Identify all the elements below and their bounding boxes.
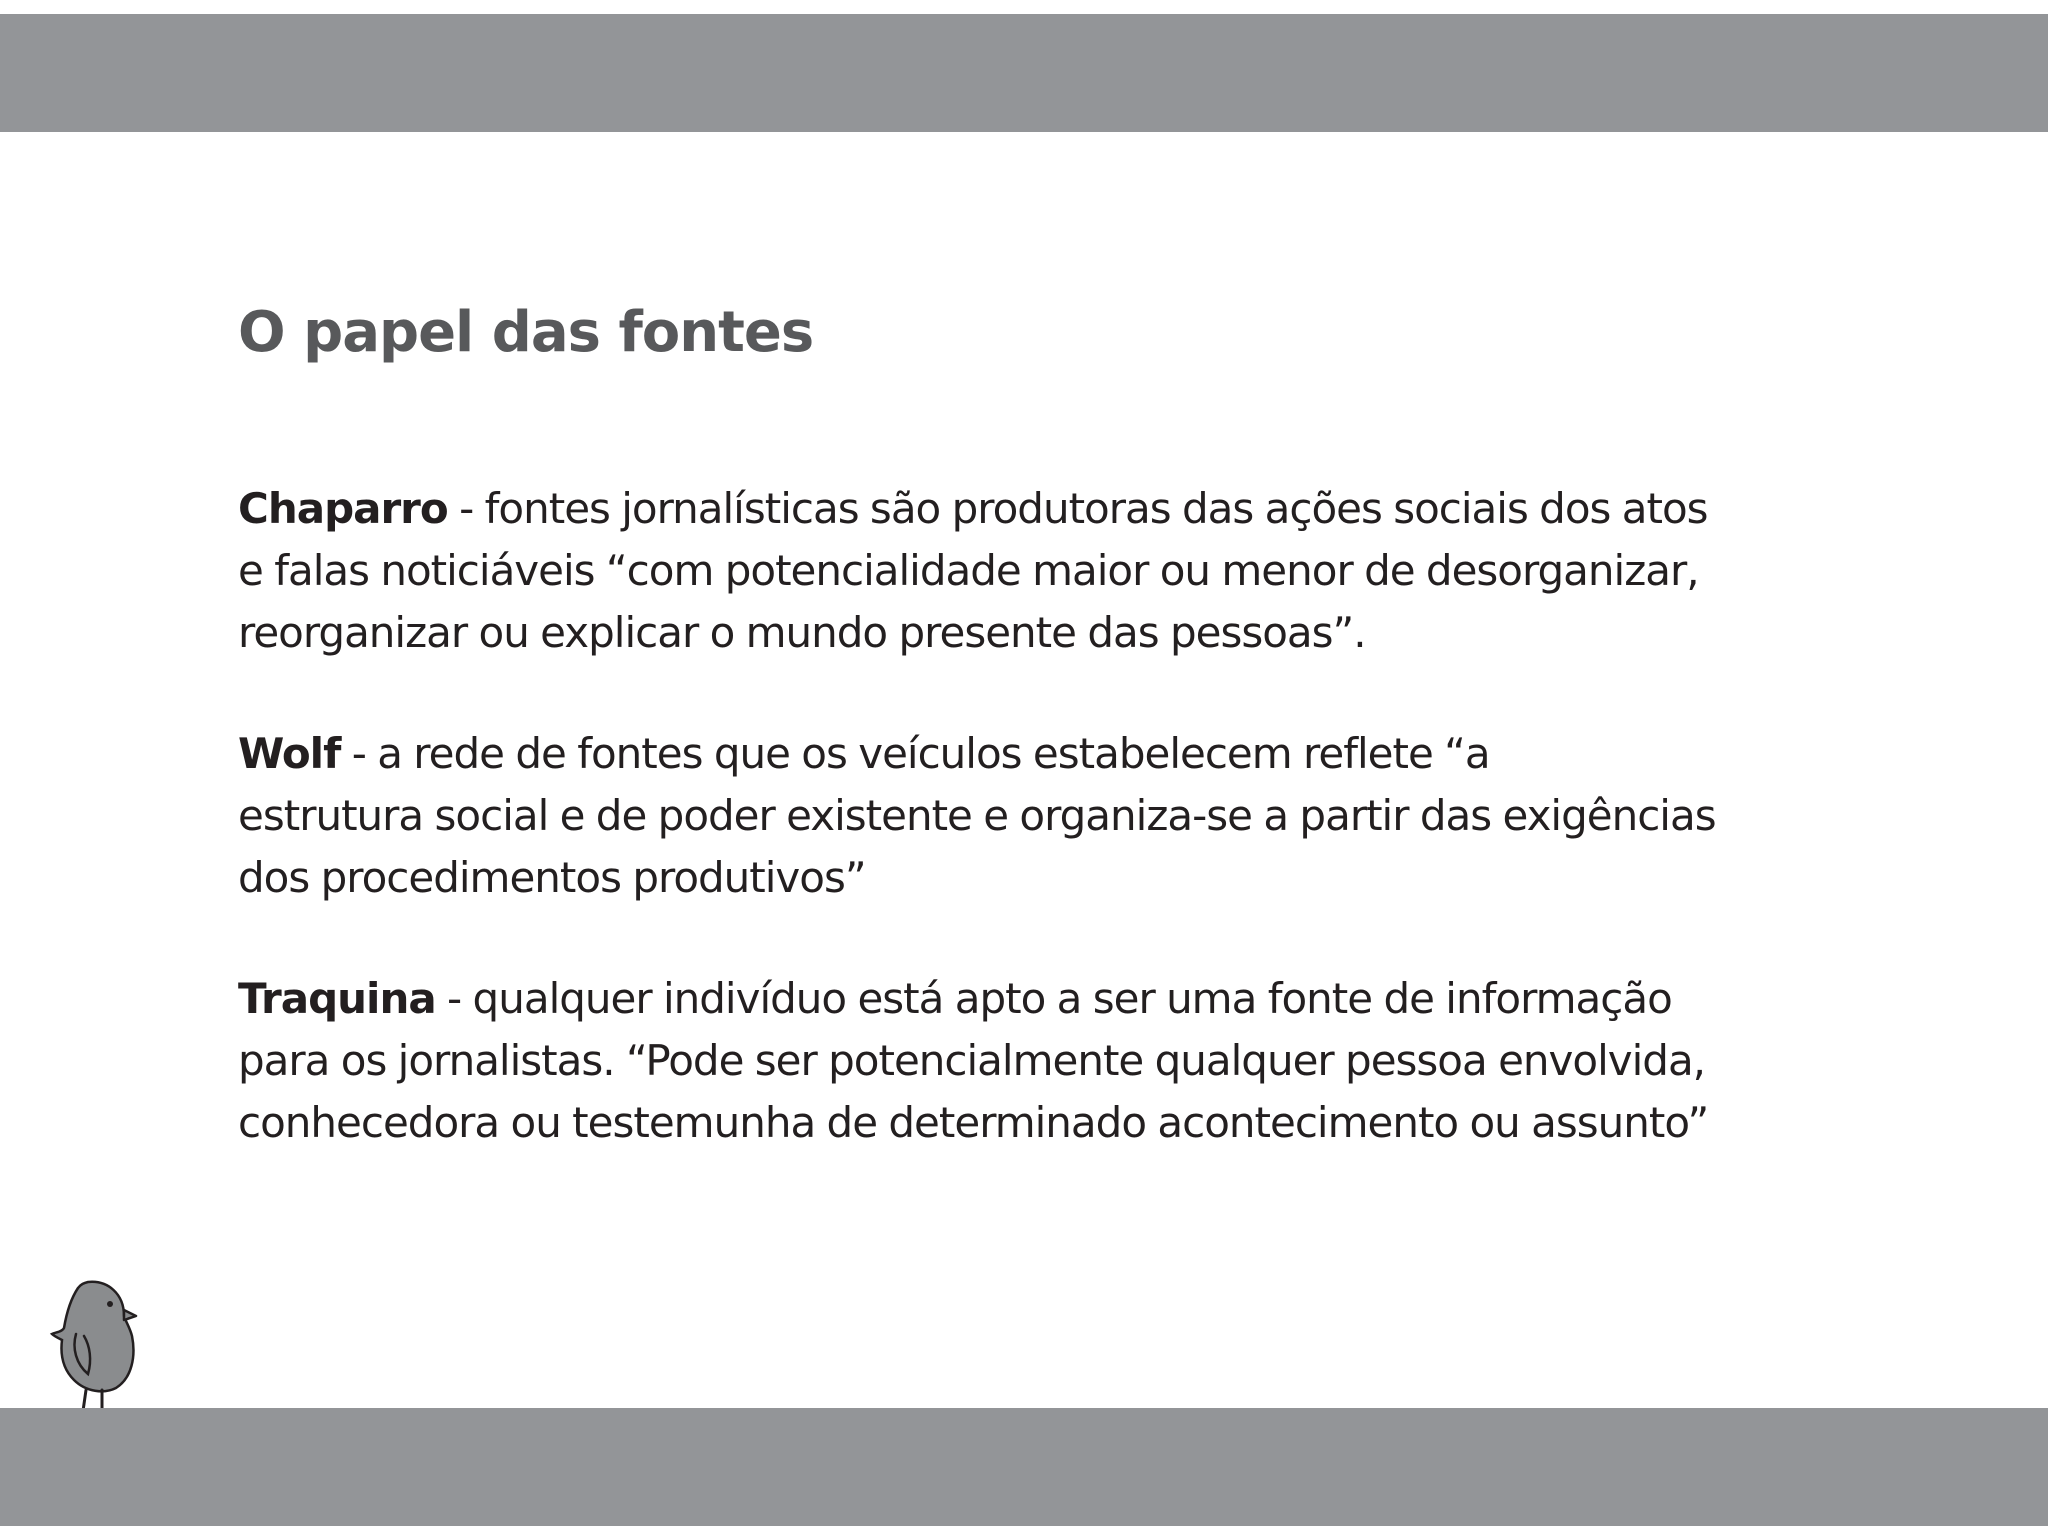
author-name: Wolf — [238, 729, 341, 778]
paragraph-line: dos procedimentos produtivos” — [238, 853, 866, 902]
slide-title: O papel das fontes — [238, 300, 814, 365]
paragraph-traquina — [238, 968, 1878, 1154]
paragraph-line: conhecedora ou testemunha de determinado acontecimento ou assunto” — [238, 1098, 1709, 1147]
header-bar — [0, 14, 2048, 132]
bird-icon — [46, 1276, 146, 1426]
author-name: Traquina — [238, 974, 436, 1023]
paragraph-line: reorganizar ou explicar o mundo presente das pessoas”. — [238, 608, 1366, 657]
paragraph-line — [238, 723, 1878, 785]
paragraph-line: estrutura social e de poder existente e organiza-se a partir das exigências — [238, 791, 1716, 840]
paragraph-line: e falas noticiáveis “com potencialidade maior ou menor de desorganizar, — [238, 546, 1699, 595]
footer-bar — [0, 1408, 2048, 1526]
paragraph-line — [238, 478, 1878, 540]
quote-text: - qualquer indivíduo está apto a ser uma fonte de informação — [435, 974, 1672, 1023]
paragraph-wolf — [238, 723, 1878, 909]
paragraph-chaparro — [238, 478, 1878, 664]
slide-content — [238, 478, 1878, 1213]
paragraph-line — [238, 968, 1878, 1030]
quote-text: - fontes jornalísticas são produtoras das ações sociais dos atos — [447, 484, 1708, 533]
paragraph-line: para os jornalistas. “Pode ser potencialmente qualquer pessoa envolvida, — [238, 1036, 1706, 1085]
author-name: Chaparro — [238, 484, 448, 533]
quote-text: - a rede de fontes que os veículos estabelecem reflete “a — [340, 729, 1490, 778]
